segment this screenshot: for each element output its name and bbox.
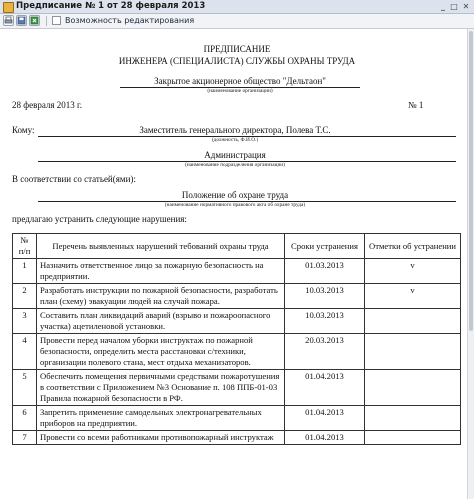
window-titlebar [0, 0, 474, 14]
scrollbar-thumb[interactable] [469, 31, 473, 331]
row-deadline: 10.03.2013 [285, 284, 365, 309]
edit-mode-label: Возможность редактирования [65, 16, 195, 25]
table-header-row [13, 234, 461, 259]
header-num: № п/п [13, 234, 37, 259]
row-number: 2 [13, 284, 37, 309]
toolbar [0, 14, 474, 29]
spreadsheet-icon[interactable] [29, 15, 40, 26]
row-deadline: 01.03.2013 [285, 259, 365, 284]
to-caption: (должность, Ф.И.О.) [211, 137, 259, 143]
row-text: Назначить ответственное лицо за пожарную безопасность на предприятии. [37, 259, 285, 284]
row-mark: v [365, 259, 461, 284]
row-text: Провести со всеми работниками противопожарный инструктаж [37, 431, 285, 445]
row-number: 6 [13, 406, 37, 431]
to-value: Заместитель генерального директора, Полева Т.С. [139, 125, 331, 135]
org-caption: (наименование организации) [207, 88, 273, 94]
articles-caption: (наименование нормативного правового акта об охране труда) [164, 202, 306, 208]
table-row [13, 431, 461, 445]
app-icon [3, 2, 14, 13]
row-mark: v [365, 284, 461, 309]
table-row [13, 284, 461, 309]
org-name: Закрытое акционерное общество "Дельтаон" [154, 76, 326, 86]
row-text: Провести перед началом уборки инструктаж по пожарной безопасности, определить места расстановки с/техники, организации полевого стана, мест отдыха механизаторов. [37, 334, 285, 370]
row-number: 7 [13, 431, 37, 445]
dept-caption: (наименование подразделения организации) [185, 162, 285, 168]
document-area [0, 29, 474, 499]
minimize-icon[interactable]: _ [441, 2, 445, 11]
row-text: Запретить применение самодельных электронагревательных приборов на предприятии. [37, 406, 285, 431]
maximize-icon[interactable]: □ [450, 2, 458, 11]
close-icon[interactable]: ✕ [462, 2, 470, 11]
window-title: Предписание № 1 от 28 февраля 2013 [16, 1, 206, 11]
toolbar-separator [46, 16, 47, 26]
row-mark [365, 406, 461, 431]
row-text: Разработать инструкции по пожарной безопасности, разработать план (схему) эвакуации людей на случай пожара. [37, 284, 285, 309]
table-row [13, 406, 461, 431]
document-number: № 1 [408, 100, 424, 110]
document-date: 28 февраля 2013 г. [12, 100, 82, 110]
row-deadline: 10.03.2013 [285, 309, 365, 334]
heading-title: ПРЕДПИСАНИЕ [203, 44, 271, 54]
save-icon[interactable] [16, 15, 27, 26]
edit-mode-checkbox[interactable] [52, 16, 61, 25]
vertical-scrollbar[interactable] [467, 29, 474, 499]
articles-value: Положение об охране труда [181, 190, 289, 200]
header-marks: Отметки об устранении [365, 234, 461, 259]
row-deadline: 01.04.2013 [285, 431, 365, 445]
row-deadline: 20.03.2013 [285, 334, 365, 370]
header-list: Перечень выявленных нарушений тебований охраны труда [37, 234, 285, 259]
row-text: Обеспечить помещения первичными средствами пожаротушения в соответствии с Приложением №3 Основание п. 108 ППБ-01-03 Правила пожарной безопасности в РФ. [37, 370, 285, 406]
row-mark [365, 334, 461, 370]
row-number: 4 [13, 334, 37, 370]
row-deadline: 01.04.2013 [285, 370, 365, 406]
row-mark [365, 370, 461, 406]
to-label: Кому: [12, 125, 35, 135]
row-number: 5 [13, 370, 37, 406]
row-number: 3 [13, 309, 37, 334]
header-deadline: Сроки устранения [285, 234, 365, 259]
table-row [13, 259, 461, 284]
propose-label: предлагаю устранить следующие нарушения: [12, 214, 187, 224]
heading-subtitle: ИНЖЕНЕРА (СПЕЦИАЛИСТА) СЛУЖБЫ ОХРАНЫ ТРУДА [118, 56, 356, 66]
row-mark [365, 431, 461, 445]
violations-table [12, 233, 461, 445]
row-text: Составить план ликвидаций аварий (взрыво и пожароопасного участка) ацетиленовой установки. [37, 309, 285, 334]
table-row [13, 334, 461, 370]
row-mark [365, 309, 461, 334]
table-row [13, 309, 461, 334]
print-icon[interactable] [3, 15, 14, 26]
articles-label: В соответствии со статьей(ями): [12, 174, 136, 184]
row-deadline: 01.04.2013 [285, 406, 365, 431]
table-row [13, 370, 461, 406]
row-number: 1 [13, 259, 37, 284]
dept-value: Администрация [204, 150, 266, 160]
